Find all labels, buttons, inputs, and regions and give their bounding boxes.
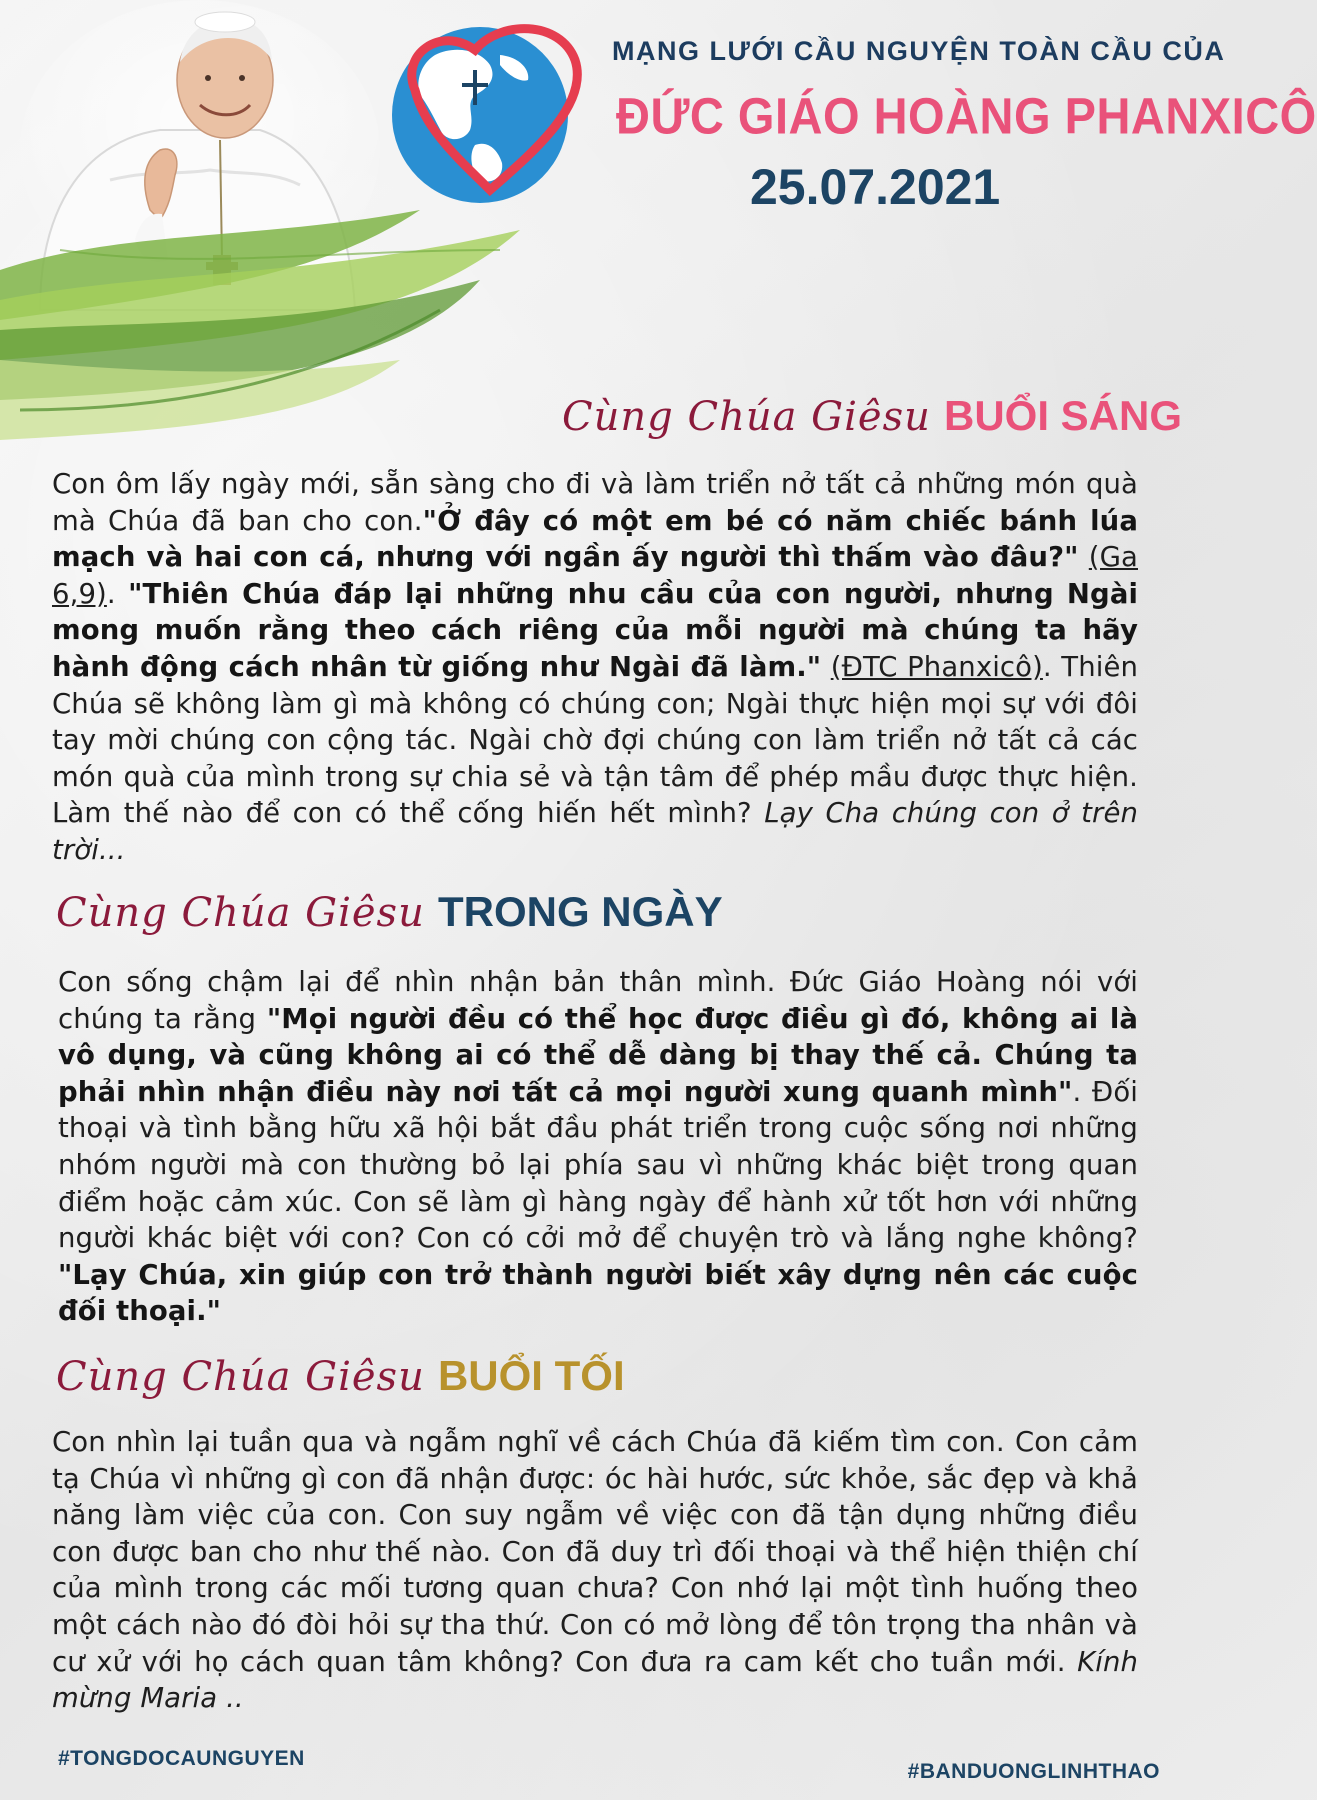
- section-heading-evening: [56, 1352, 625, 1400]
- section-script-day: Cùng Chúa Giêsu: [56, 890, 425, 936]
- section-script-evening: Cùng Chúa Giêsu: [56, 1354, 425, 1400]
- morning-prayer: Lạy Cha chúng con ở trên trời...: [52, 797, 1138, 866]
- section-script-morning: Cùng Chúa Giêsu: [562, 394, 931, 440]
- morning-ref-1: (Ga 6,9): [52, 541, 1138, 610]
- header-pope-name: ĐỨC GIÁO HOÀNG PHANXICÔ: [616, 87, 1317, 145]
- evening-paragraph: [52, 1424, 1138, 1717]
- header-date: 25.07.2021: [750, 159, 1001, 215]
- globe-heart-logo-icon: [380, 15, 610, 205]
- day-text-2: . Đối thoại và tình bằng hữu xã hội bắt đầu phát triển trong cuộc sống nơi những nhóm người mà con thường bỏ lại phía sau vì những khác biệt trong quan điểm hoặc cảm xúc. Con sẽ làm gì hàng ngày để hành xử tốt hơn với những người khác biệt với con? Con có cởi mở để chuyện trò và lắng nghe không?: [58, 1075, 1138, 1255]
- header-network-title: MẠNG LƯỚI CẦU NGUYỆN TOÀN CẦU CỦA: [612, 36, 1226, 66]
- morning-ref-2: (ĐTC Phanxicô): [830, 650, 1043, 683]
- day-text-1: Con sống chậm lại để nhìn nhận bản thân mình. Đức Giáo Hoàng nói với chúng ta rằng: [58, 966, 1138, 1035]
- morning-text-1: Con ôm lấy ngày mới, sẵn sàng cho đi và làm triển nở tất cả những món quà mà Chúa đã ban cho con.: [52, 468, 1138, 537]
- day-quote-1: "Mọi người đều có thể học được điều gì đó, không ai là vô dụng, và cũng không ai có thể dễ dàng bị thay thế cả. Chúng ta phải nhìn nhận điều này nơi tất cả mọi người xung quanh mình": [58, 1002, 1139, 1108]
- morning-quote-1: "Ở đây có một em bé có năm chiếc bánh lúa mạch và hai con cá, nhưng với ngần ấy người thì thấm vào đâu?": [52, 504, 1139, 574]
- day-prayer: "Lạy Chúa, xin giúp con trở thành người biết xây dựng nên các cuộc đối thoại.": [58, 1258, 1138, 1328]
- morning-text-2: .: [106, 577, 116, 610]
- hashtag-right[interactable]: #BANDUONGLINHTHAO: [907, 1760, 1160, 1783]
- morning-quote-2: "Thiên Chúa đáp lại những nhu cầu của con người, nhưng Ngài mong muốn rằng theo cách riêng của mỗi người mà chúng ta hãy hành động cách nhân từ giống như Ngài đã làm.": [52, 577, 1138, 683]
- morning-paragraph: [52, 466, 1138, 869]
- section-title-morning: BUỔI SÁNG: [943, 392, 1182, 439]
- section-heading-morning: [562, 392, 1182, 440]
- evening-prayer: Kính mừng Maria ..: [52, 1645, 1139, 1715]
- section-title-day: TRONG NGÀY: [437, 888, 723, 935]
- morning-text-3: . Thiên Chúa sẽ không làm gì mà không có chúng con; Ngài thực hiện mọi sự với đôi tay mời chúng con cộng tác. Ngài chờ đợi chúng con làm triển nở tất cả các món quà của mình trong sự chia sẻ và tận tâm để phép mầu được thực hiện. Làm thế nào để con có thể cống hiến hết mình?: [52, 650, 1139, 830]
- hashtag-left[interactable]: #TONGDOCAUNGUYEN: [58, 1747, 305, 1770]
- evening-text-1: Con nhìn lại tuần qua và ngẫm nghĩ về cách Chúa đã kiếm tìm con. Con cảm tạ Chúa vì những gì con đã nhận được: óc hài hước, sức khỏe, sắc đẹp và khả năng làm việc của con. Con suy ngẫm về việc con đã tận dụng những điều con được ban cho như thế nào. Con đã duy trì đối thoại và thể hiện thiện chí của mình trong các mối tương quan chưa? Con nhớ lại một tình huống theo một cách nào đó đòi hỏi sự tha thứ. Con có mở lòng để tôn trọng tha nhân và cư xử với họ cách quan tâm không? Con đưa ra cam kết cho tuần mới.: [52, 1426, 1138, 1678]
- section-heading-day: [56, 888, 723, 936]
- day-paragraph: [58, 964, 1138, 1330]
- green-leaves-decoration-icon: [0, 210, 540, 470]
- section-title-evening: BUỔI TỐI: [437, 1352, 625, 1399]
